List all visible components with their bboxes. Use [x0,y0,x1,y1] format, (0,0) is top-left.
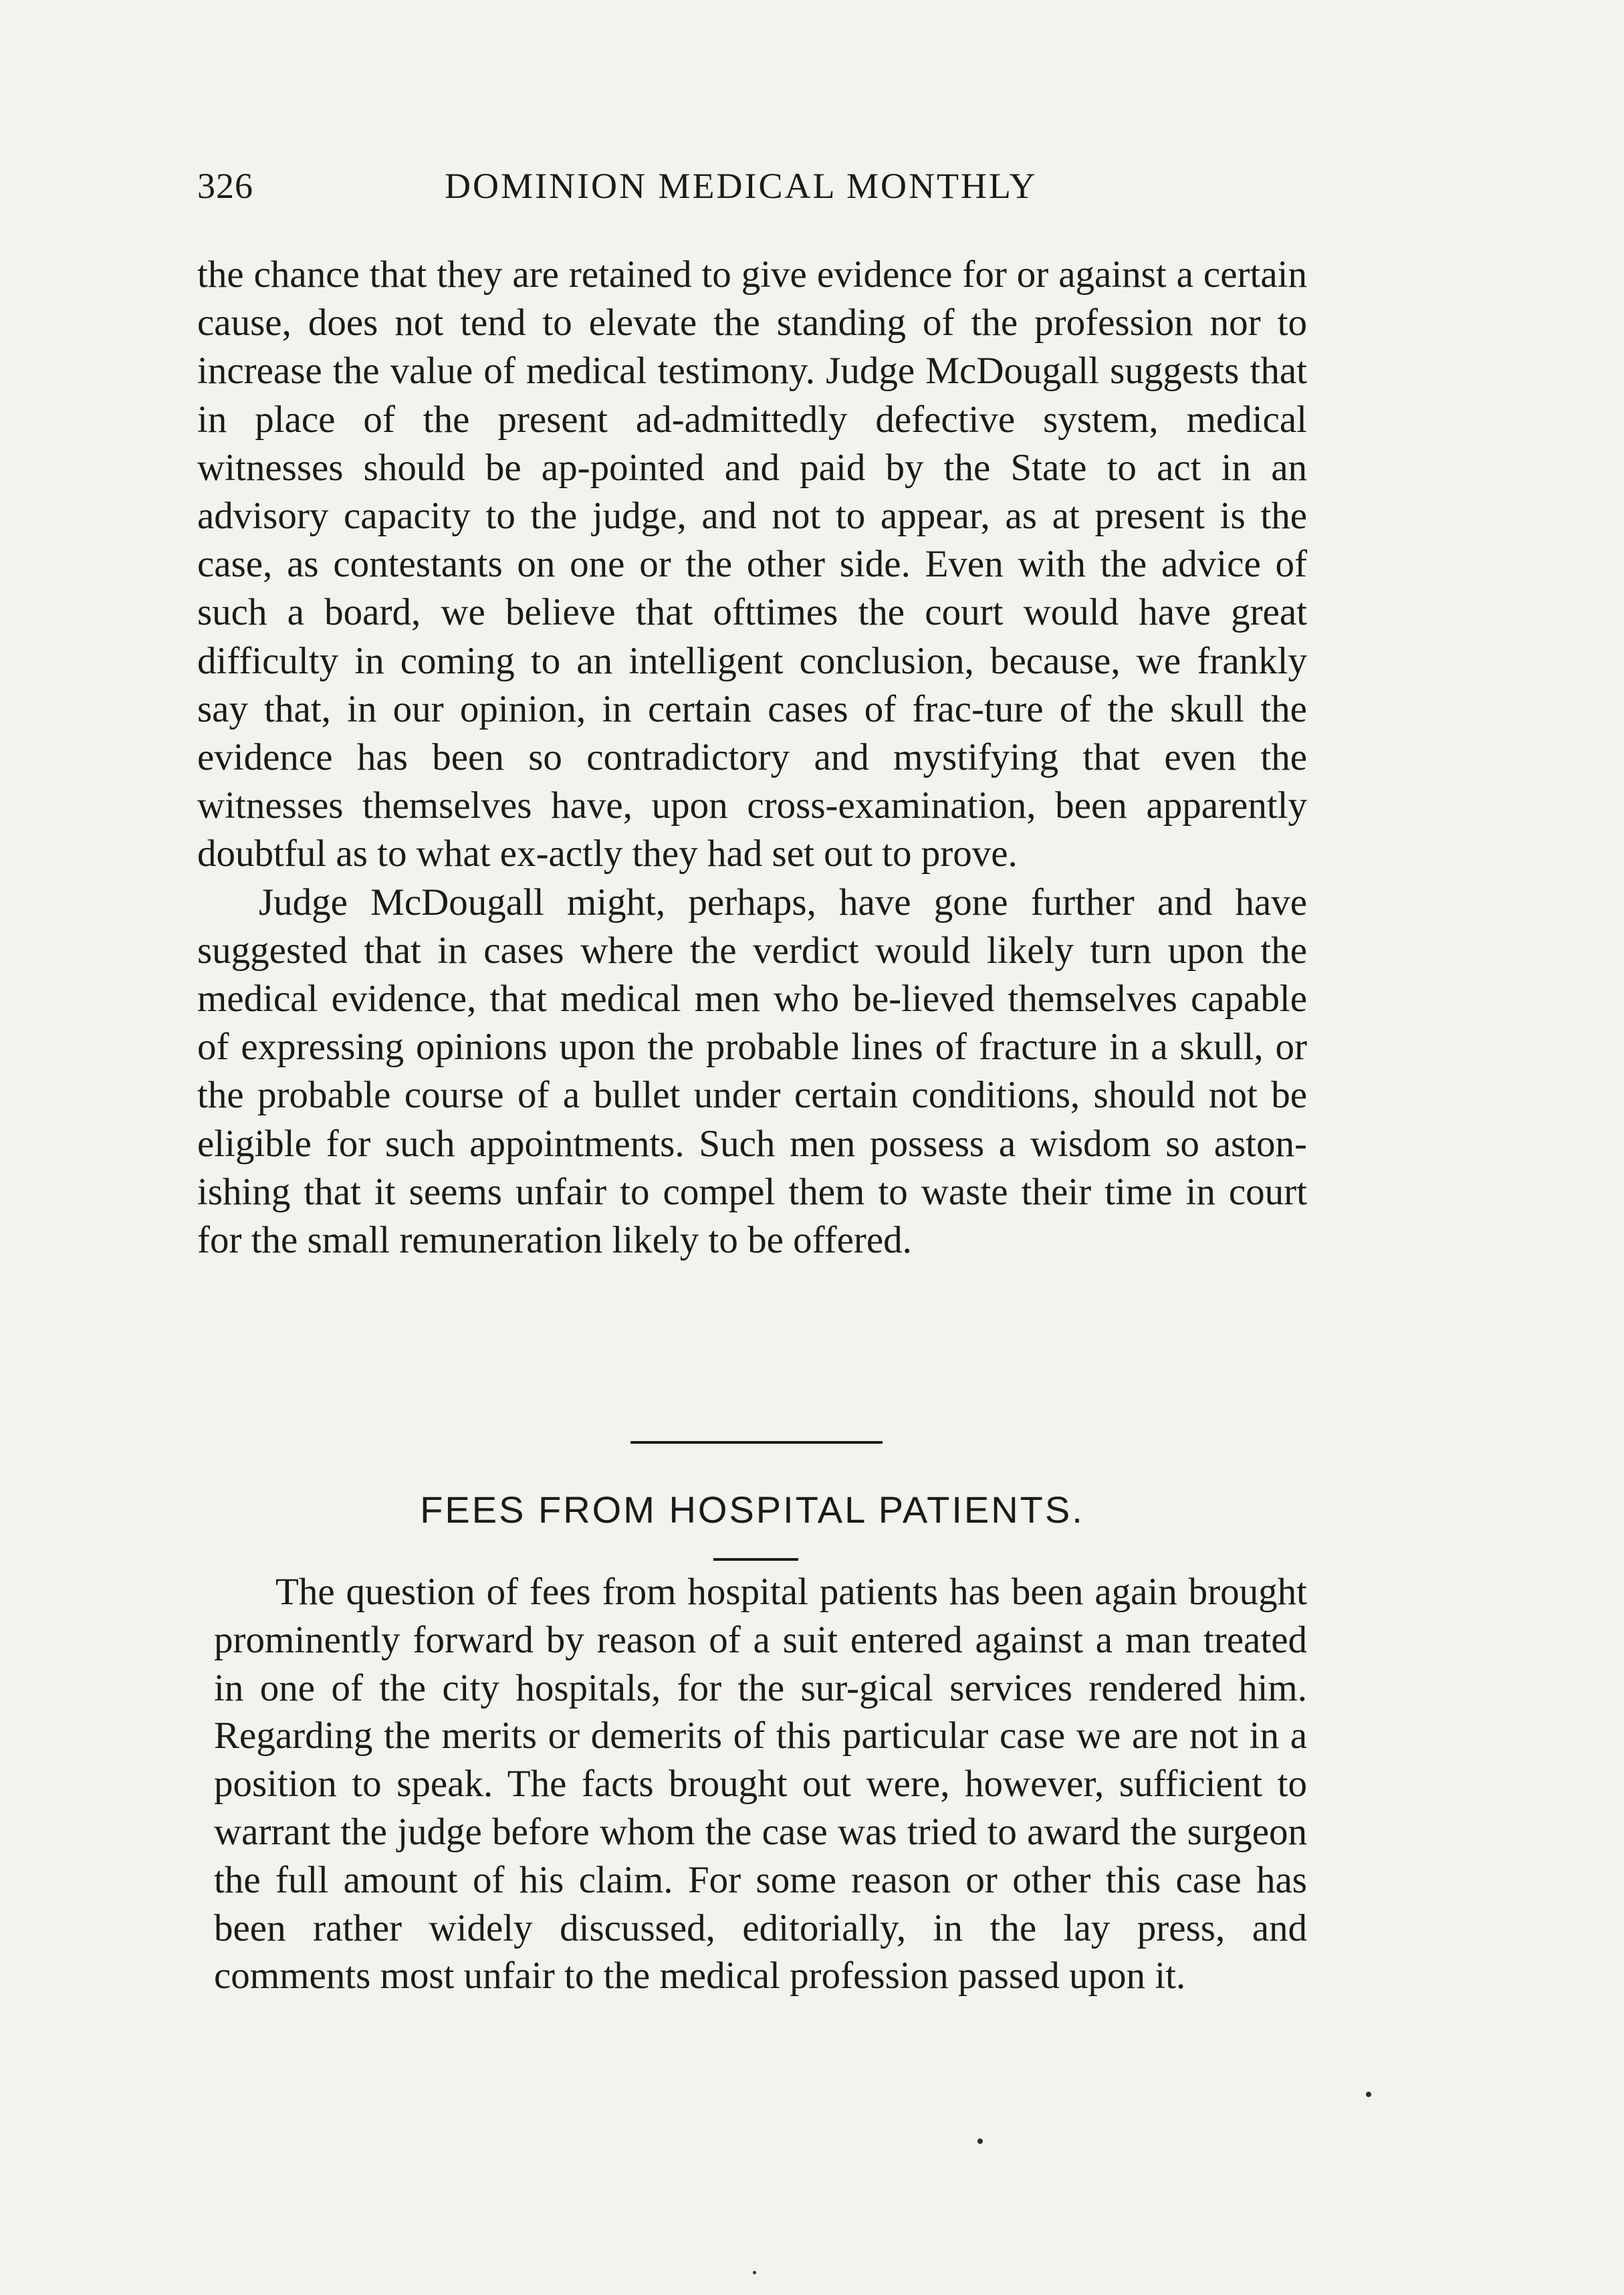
paragraph: The question of fees from hospital patients has been again brought prominently forward by reason of a suit entered against a man treated in one of the city hospitals, for the sur-gical services rendered him. Regarding the merits or demerits of this particular case we are not in a position to speak. The facts brought out were, however, sufficient to warrant the judge before whom the case was tried to award the surgeon the full amount of his claim. For some reason or other this case has been rather widely discussed, editorially, in the lay press, and comments most unfair to the medical profession passed upon it. [214,1571,1307,1997]
paragraph: Judge McDougall might, perhaps, have gone further and have suggested that in cases where the verdict would likely turn upon the medical evidence, that medical men who be-lieved themselves capable of expressing opinions upon the probable lines of fracture in a skull, or the probable course of a bullet under certain conditions, should not be eligible for such appointments. Such men possess a wisdom so aston-ishing that it seems unfair to compel them to waste their time in court for the small remuneration likely to be offered. [197,881,1307,1262]
article-section [214,1568,1307,2000]
ink-speck [753,2271,756,2274]
page-number: 326 [197,166,253,206]
ink-speck [977,2139,983,2144]
section-divider-rule [630,1441,883,1444]
section-heading: FEES FROM HOSPITAL PATIENTS. [420,1489,1084,1531]
heading-underline-rule [713,1558,798,1561]
page-header [197,159,1307,213]
paragraph: the chance that they are retained to give evidence for or against a certain cause, does not tend to elevate the standing of the profession nor to increase the value of medical testimony. Judge McDougall suggests that in place of the present ad-admittedly defective system, medical witnesses should be ap-pointed and paid by the State to act in an advisory capacity to the judge, and not to appear, as at present is the case, as contestants on one or the other side. Even with the advice of such a board, we believe that ofttimes the court would have great difficulty in coming to an intelligent conclusion, because, we frankly say that, in our opinion, in certain cases of frac-ture of the skull the evidence has been so contradictory and mystifying that even the witnesses themselves have, upon cross-examination, been apparently doubtful as to what ex-actly they had set out to prove. [197,253,1307,875]
ink-speck [1366,2092,1371,2097]
running-title: DOMINION MEDICAL MONTHLY [445,166,1038,206]
article-continuation [197,251,1307,1265]
